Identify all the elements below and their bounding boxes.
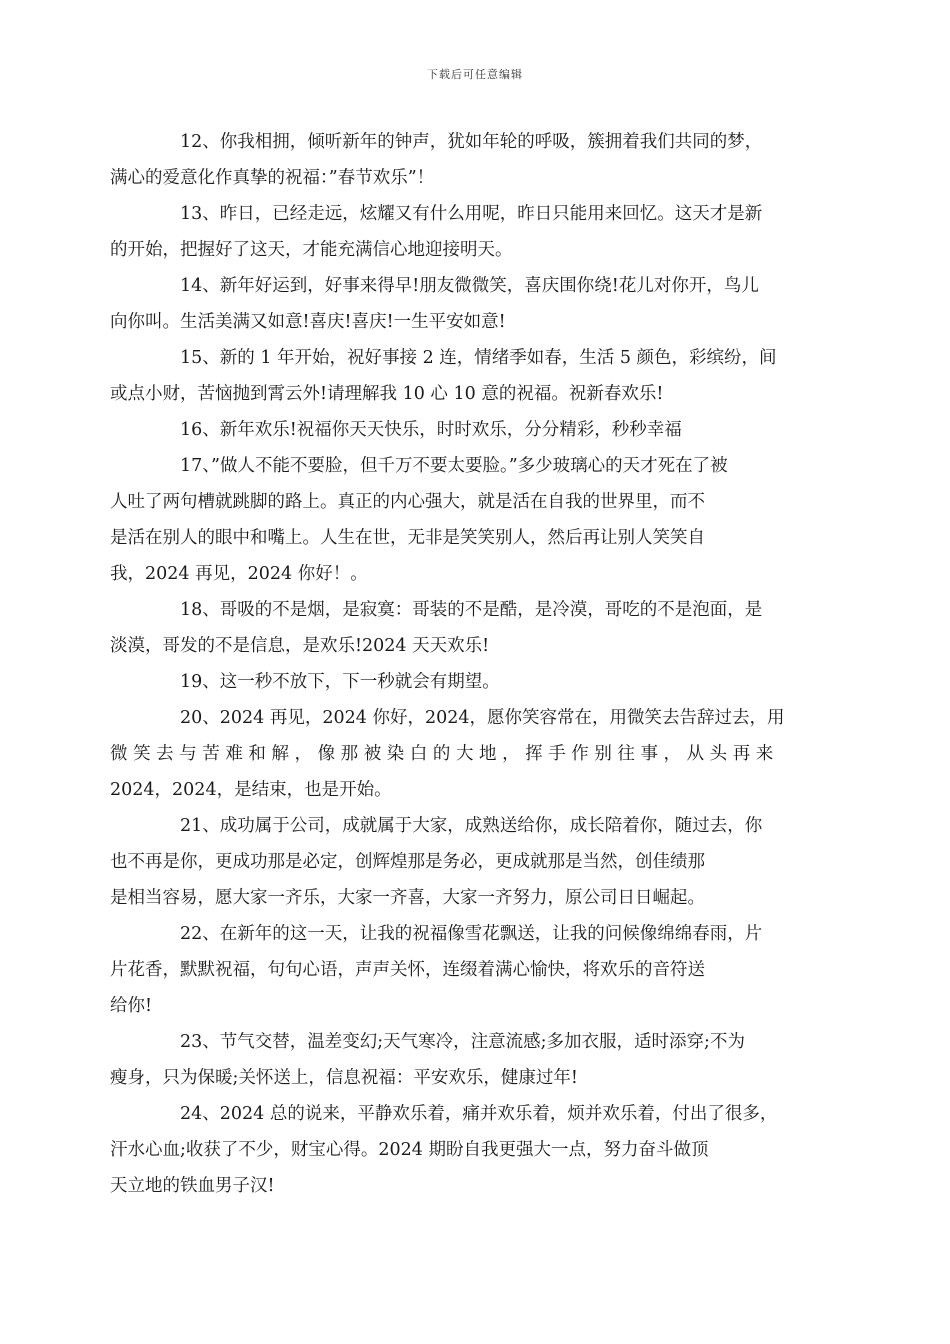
paragraph-line: 12、你我相拥，倾听新年的钟声，犹如年轮的呼吸，簇拥着我们共同的梦， <box>180 132 763 152</box>
document-body <box>110 124 807 1204</box>
paragraph-line: 18、哥吸的不是烟，是寂寞：哥装的不是酷，是冷漠，哥吃的不是泡面，是 <box>180 600 763 620</box>
paragraph-line: 的开始，把握好了这天，才能充满信心地迎接明天。 <box>110 240 513 260</box>
paragraph-line: 是相当容易，愿大家一齐乐，大家一齐喜，大家一齐努力，原公司日日崛起。 <box>110 888 705 908</box>
paragraph-line: 2024，2024，是结束，也是开始。 <box>110 780 392 800</box>
paragraph-line: 人吐了两句槽就跳脚的路上。真正的内心强大，就是活在自我的世界里，而不 <box>110 492 705 512</box>
paragraph-line: 20、2024 再见，2024 你好，2024，愿你笑容常在，用微笑去告辞过去，用 <box>180 708 785 728</box>
paragraph <box>110 700 807 808</box>
paragraph <box>110 340 807 412</box>
paragraph-line: 微 笑 去 与 苦 难 和 解 ， 像 那 被 染 白 的 大 地 ， 挥 手 作 别 往 事 ， 从 头 再 来 <box>110 744 774 764</box>
paragraph <box>145 412 807 448</box>
paragraph-line: 13、昨日，已经走远，炫耀又有什么用呢，昨日只能用来回忆。这天才是新 <box>180 204 763 224</box>
paragraph <box>110 196 807 268</box>
paragraph-line: 是活在别人的眼中和嘴上。人生在世，无非是笑笑别人，然后再让别人笑笑自 <box>110 528 705 548</box>
paragraph-line: 给你! <box>110 996 153 1016</box>
paragraph <box>110 268 807 340</box>
paragraph-line: 瘦身，只为保暖;关怀送上，信息祝福：平安欢乐，健康过年! <box>110 1068 578 1088</box>
paragraph-line: 21、成功属于公司，成就属于大家，成熟送给你，成长陪着你，随过去，你 <box>180 816 763 836</box>
paragraph-line: 23、节气交替，温差变幻;天气寒冷，注意流感;多加衣服，适时添穿;不为 <box>180 1032 745 1052</box>
paragraph-line: 19、这一秒不放下，下一秒就会有期望。 <box>180 672 500 692</box>
paragraph-line: 天立地的铁血男子汉! <box>110 1176 275 1196</box>
paragraph <box>110 124 807 196</box>
paragraph-line: 24、2024 总的说来，平静欢乐着，痛并欢乐着，烦并欢乐着，付出了很多， <box>180 1104 778 1124</box>
paragraph <box>110 592 807 664</box>
paragraph <box>110 1024 807 1096</box>
paragraph <box>110 916 807 1024</box>
paragraph-line: 或点小财，苦恼抛到霄云外!请理解我 10 心 10 意的祝福。祝新春欢乐! <box>110 384 664 404</box>
paragraph-line: 满心的爱意化作真挚的祝福：”春节欢乐”！ <box>110 168 435 188</box>
paragraph-line: 汗水心血;收获了不少，财宝心得。2024 期盼自我更强大一点，努力奋斗做顶 <box>110 1140 709 1160</box>
paragraph-line: 22、在新年的这一天，让我的祝福像雪花飘送，让我的问候像绵绵春雨，片 <box>180 924 763 944</box>
paragraph <box>110 808 807 916</box>
paragraph <box>110 448 807 592</box>
paragraph <box>110 1096 807 1204</box>
paragraph-line: 片花香，默默祝福，句句心语，声声关怀，连缀着满心愉快，将欢乐的音符送 <box>110 960 705 980</box>
paragraph-line: 16、新年欢乐!祝福你天天快乐，时时欢乐，分分精彩，秒秒幸福 <box>180 420 682 440</box>
paragraph-line: 我，2024 再见，2024 你好！。 <box>110 564 368 584</box>
paragraph-line: 向你叫。生活美满又如意!喜庆!喜庆!一生平安如意! <box>110 312 506 332</box>
paragraph-line: 淡漠，哥发的不是信息，是欢乐!2024 天天欢乐! <box>110 636 490 656</box>
paragraph-line: 也不再是你，更成功那是必定，创辉煌那是务必，更成就那是当然，创佳绩那 <box>110 852 705 872</box>
paragraph-line: 15、新的 1 年开始，祝好事接 2 连，情绪季如春，生活 5 颜色，彩缤纷，间 <box>180 348 777 368</box>
paragraph-line: 17、”做人不能不要脸，但千万不要太要脸。”多少玻璃心的天才死在了被 <box>180 456 728 476</box>
paragraph <box>145 664 807 700</box>
paragraph-line: 14、新年好运到，好事来得早!朋友微微笑，喜庆围你绕!花儿对你开，鸟儿 <box>180 276 759 296</box>
page-header: 下载后可任意编辑 <box>427 68 523 81</box>
